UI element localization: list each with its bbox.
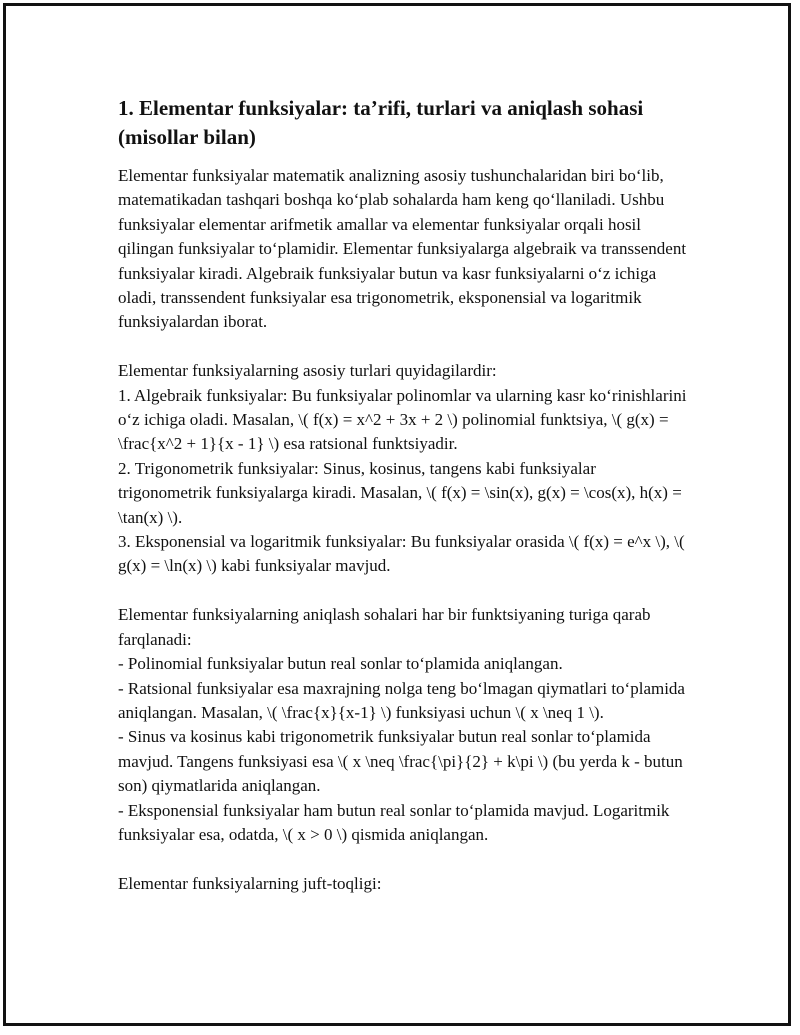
intro-paragraph: Elementar funksiyalar matematik analizning asosiy tushunchalaridan biri bo‘lib, matematikadan tashqari boshqa ko‘plab sohalarda ham keng qo‘llaniladi. Ushbu funksiyalar elementar arifmetik amallar va elementar funksiyalar orqali hosil qilingan funksiyalar to‘plamidir. Elementar funksiyalarga algebraik va transsendent funksiyalar kiradi. Algebraik funksiyalar butun va kasr funksiyalarni o‘z ichiga oladi, transsendent funksiyalar esa trigonometrik, eksponensial va logaritmik funksiyalardan iborat. [118, 166, 687, 332]
domains-paragraph: Elementar funksiyalarning aniqlash sohalari har bir funktsiyaning turiga qarab farqlanadi: - Polinomial funksiyalar butun real sonlar to‘plamida aniqlangan. - Ratsional funksiyalar esa maxrajning nolga teng bo‘lmagan qiymatlari to‘plamida aniqlangan. Masalan, \( \frac{x}{x-1} \) funksiyasi uchun \( x \neq 1 \). - Sinus va kosinus kabi trigonometrik funksiyalar butun real sonlar to‘plamida mavjud. Tangens funksiyasi esa \( x \neq \frac{\pi}{2} + k\pi \) (bu yerda k - butun son) qiymatlarida aniqlangan. - Eksponensial funksiyalar ham butun real sonlar to‘plamida mavjud. Logaritmik funksiyalar esa, odatda, \( x > 0 \) qismida aniqlangan. [118, 605, 685, 844]
document-body [118, 94, 688, 896]
types-paragraph: Elementar funksiyalarning asosiy turlari quyidagilardir: 1. Algebraik funksiyalar: Bu funksiyalar polinomlar va ularning kasr ko‘rinishlarini o‘z ichiga oladi. Masalan, \( f(x) = x^2 + 3x + 2 \) polinomial funktsiya, \( g(x) = \frac{x^2 + 1}{x - 1} \) esa ratsional funktsiyadir. 2. Trigonometrik funksiyalar: Sinus, kosinus, tangens kabi funksiyalar trigonometrik funksiyalarga kiradi. Masalan, \( f(x) = \sin(x), g(x) = \cos(x), h(x) = \tan(x) \). 3. Eksponensial va logaritmik funksiyalar: Bu funksiyalar orasida \( f(x) = e^x \), \( g(x) = \ln(x) \) kabi funksiyalar mavjud. [118, 361, 687, 576]
paragraph-gap [118, 847, 688, 871]
paragraph-gap [118, 335, 688, 359]
paragraph-gap [118, 579, 688, 603]
parity-paragraph: Elementar funksiyalarning juft-toqligi: [118, 873, 382, 893]
section-heading: 1. Elementar funksiyalar: ta’rifi, turlari va aniqlash sohasi (misollar bilan) [118, 96, 644, 149]
